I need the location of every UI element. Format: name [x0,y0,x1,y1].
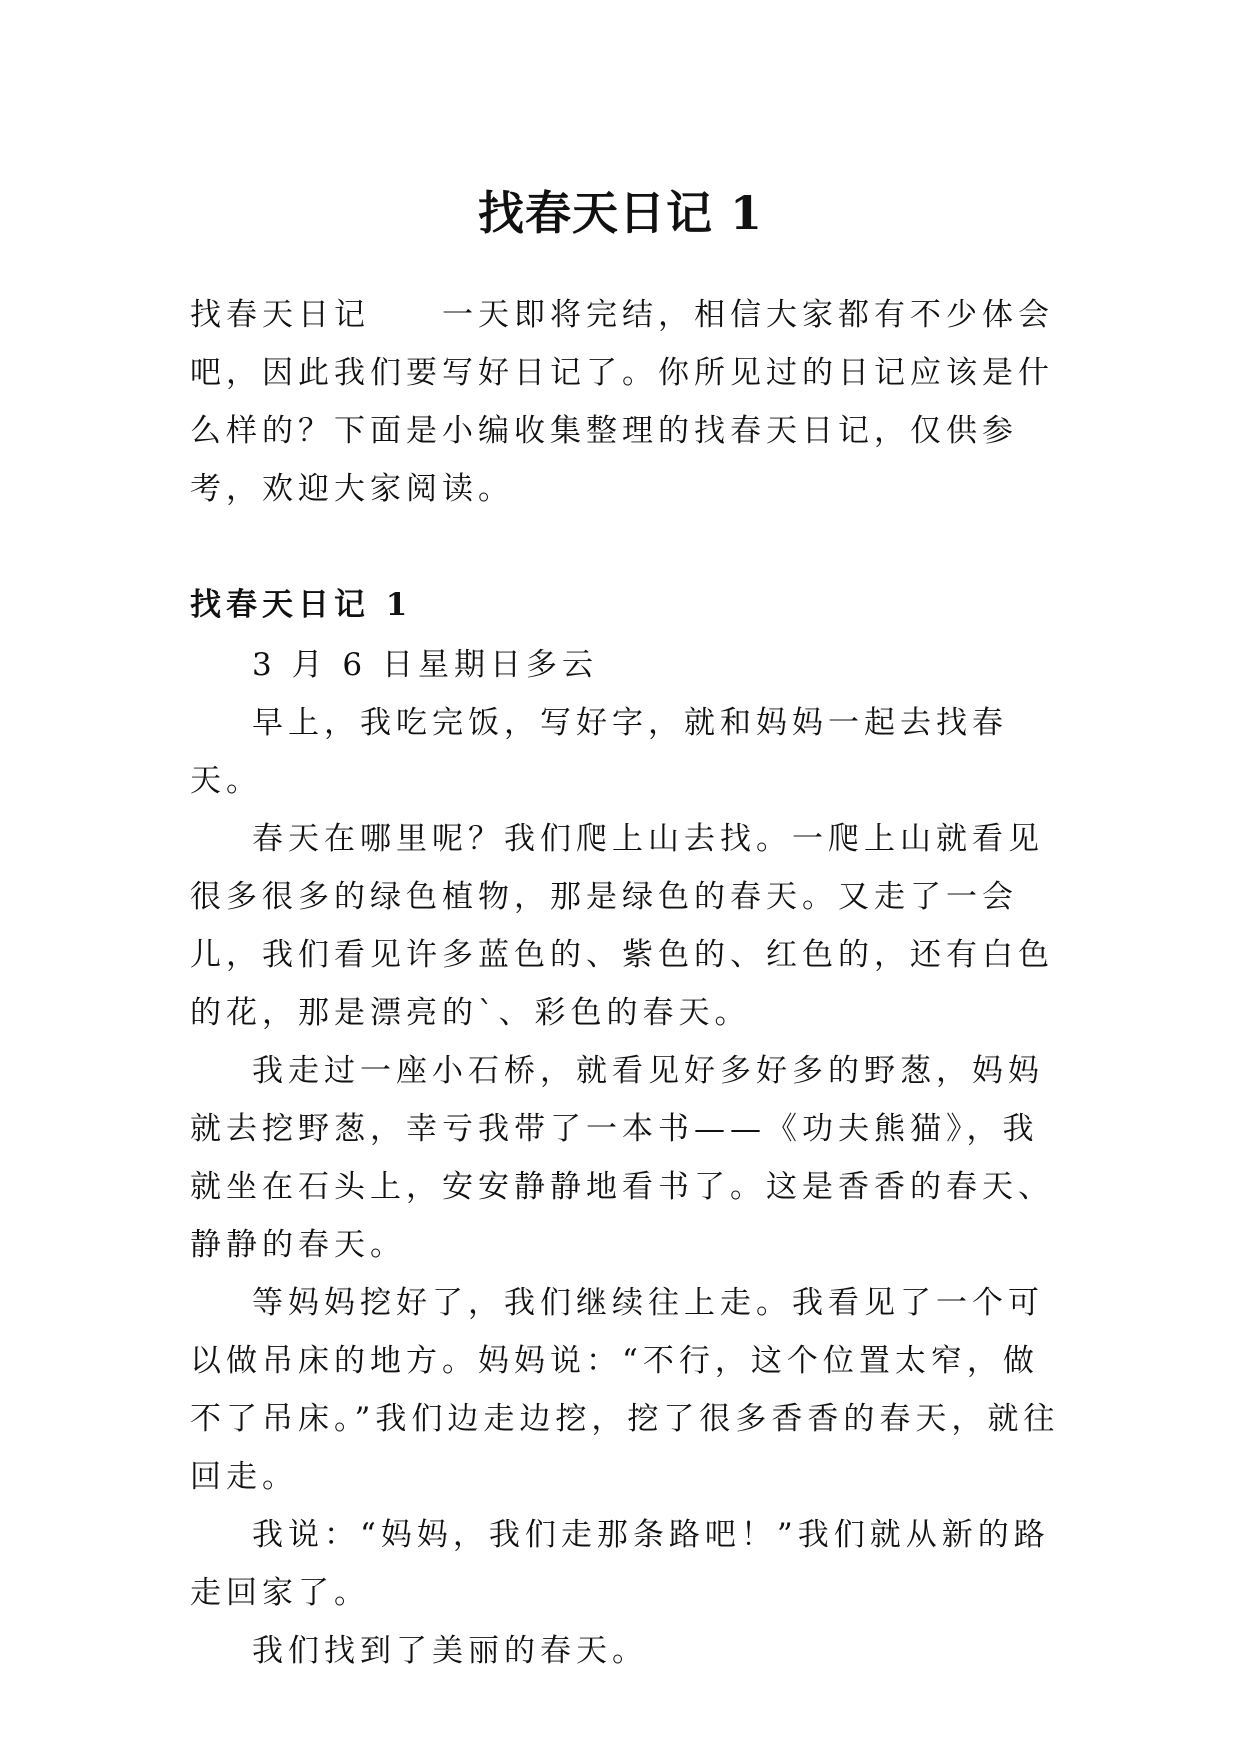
diary-paragraph-ending: 我们找到了美丽的春天。 [252,1633,648,1669]
diary-date-line: 3 月 6 日星期日多云 [252,647,599,683]
diary-paragraph-new-road: 我说：“妈妈，我们走那条路吧！”我们就从新的路走回家了。 [190,1517,1050,1611]
document-title: 找春天日记 1 [477,185,764,240]
diary-paragraph-hammock: 等妈妈挖好了，我们继续往上走。我看见了一个可以做吊床的地方。妈妈说：“不行，这个位置太窄，做不了吊床。”我们边走边挖，挖了很多香香的春天，就往回走。 [190,1285,1060,1495]
diary-paragraph-mountain: 春天在哪里呢？我们爬上山去找。一爬上山就看见很多很多的绿色植物，那是绿色的春天。又走了一会儿，我们看见许多蓝色的、紫色的、红色的，还有白色的花，那是漂亮的`、彩色的春天。 [190,821,1054,1031]
diary-paragraph-morning: 早上，我吃完饭，写好字，就和妈妈一起去找春天。 [190,705,1008,799]
diary-heading: 找春天日记 1 [190,587,413,623]
diary-body [190,636,1070,1680]
intro-paragraph: 找春天日记 一天即将完结，相信大家都有不少体会吧，因此我们要写好日记了。你所见过的日记应该是什么样的？下面是小编收集整理的找春天日记，仅供参考，欢迎大家阅读。 [190,297,1054,507]
diary-paragraph-bridge: 我走过一座小石桥，就看见好多好多的野葱，妈妈就去挖野葱，幸亏我带了一本书——《功夫熊猫》，我就坐在石头上，安安静静地看书了。这是香香的春天、静静的春天。 [190,1053,1054,1263]
